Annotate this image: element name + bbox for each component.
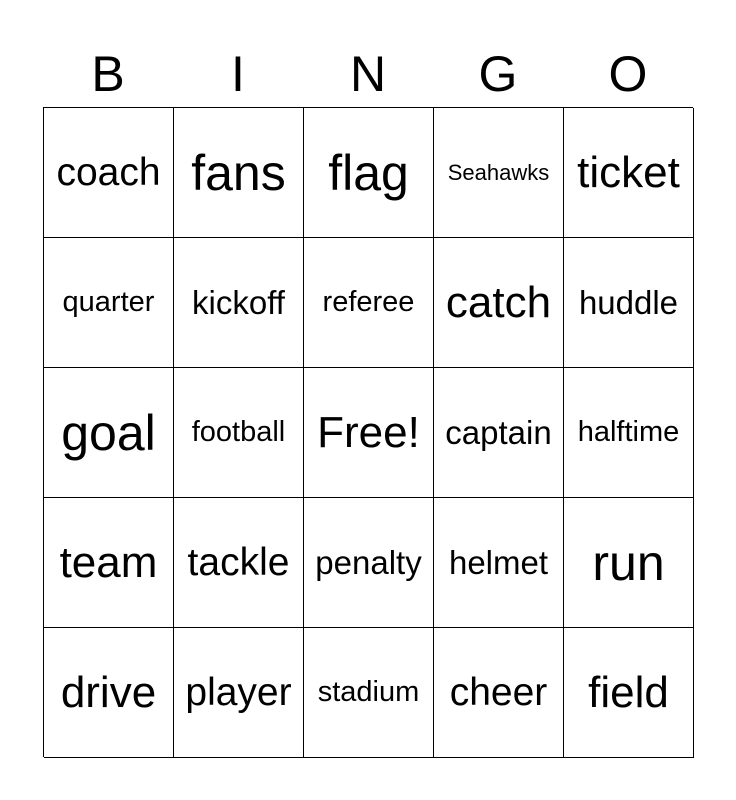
- bingo-cell[interactable]: football: [174, 368, 304, 498]
- bingo-cell[interactable]: drive: [44, 628, 174, 758]
- bingo-cell[interactable]: player: [174, 628, 304, 758]
- bingo-cell[interactable]: team: [44, 498, 174, 628]
- bingo-cell[interactable]: field: [564, 628, 694, 758]
- bingo-grid: [43, 107, 693, 757]
- bingo-cell[interactable]: run: [564, 498, 694, 628]
- bingo-cell[interactable]: Seahawks: [434, 108, 564, 238]
- bingo-cell[interactable]: cheer: [434, 628, 564, 758]
- bingo-cell[interactable]: referee: [304, 238, 434, 368]
- bingo-cell[interactable]: coach: [44, 108, 174, 238]
- header-letter-n: N: [349, 46, 387, 102]
- bingo-cell[interactable]: penalty: [304, 498, 434, 628]
- header-letter-g: G: [478, 46, 518, 102]
- header-letter-b: B: [91, 46, 125, 102]
- bingo-cell[interactable]: kickoff: [174, 238, 304, 368]
- bingo-cell[interactable]: captain: [434, 368, 564, 498]
- bingo-cell[interactable]: halftime: [564, 368, 694, 498]
- bingo-cell[interactable]: tackle: [174, 498, 304, 628]
- bingo-cell[interactable]: ticket: [564, 108, 694, 238]
- bingo-cell[interactable]: huddle: [564, 238, 694, 368]
- bingo-cell[interactable]: stadium: [304, 628, 434, 758]
- header-letter-o: O: [608, 46, 648, 102]
- header-letter-i: I: [231, 46, 245, 102]
- bingo-header: [43, 40, 693, 108]
- bingo-cell[interactable]: quarter: [44, 238, 174, 368]
- bingo-cell[interactable]: fans: [174, 108, 304, 238]
- bingo-cell[interactable]: goal: [44, 368, 174, 498]
- bingo-cell[interactable]: helmet: [434, 498, 564, 628]
- free-space-cell[interactable]: Free!: [304, 368, 434, 498]
- bingo-cell[interactable]: flag: [304, 108, 434, 238]
- bingo-cell[interactable]: catch: [434, 238, 564, 368]
